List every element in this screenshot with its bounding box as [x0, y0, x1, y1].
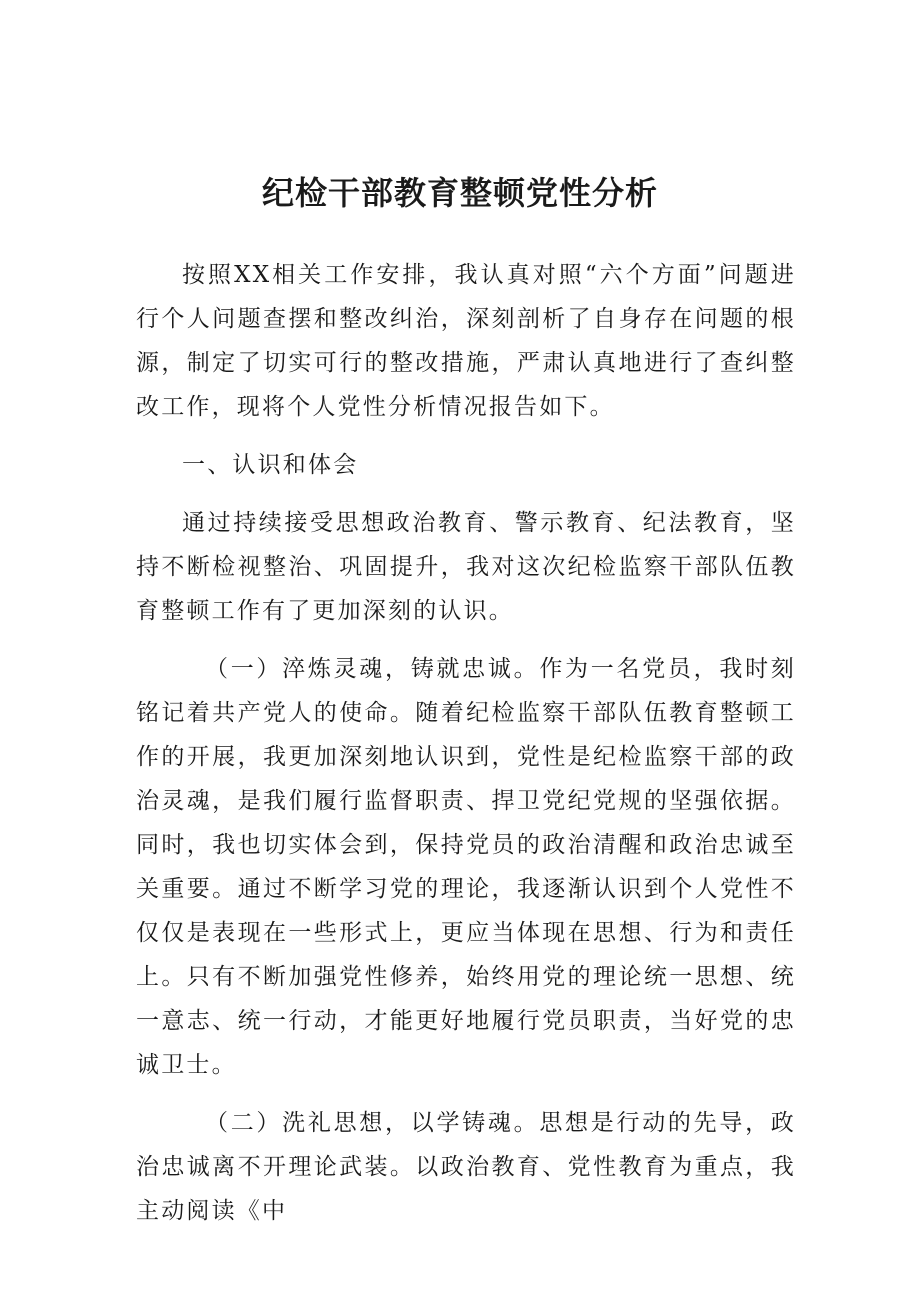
document-body: [136, 253, 796, 1247]
document-title: 纪检干部教育整顿党性分析: [261, 174, 658, 212]
section-heading: 一、认识和体会: [182, 452, 359, 478]
subsection-2-paragraph: （二）洗礼思想，以学铸魂。思想是行动的先导，政治忠诚离不开理论武装。以政治教育、党性教育为重点，我主动阅读《中: [136, 1110, 796, 1224]
intro-paragraph: 按照XX相关工作安排，我认真对照“六个方面”问题进行个人问题查摆和整改纠治，深刻剖析了自身存在问题的根源，制定了切实可行的整改措施，严肃认真地进行了查纠整改工作，现将个人党性分析情况报告如下。: [136, 262, 796, 420]
subsection-1-paragraph: （一）淬炼灵魂，铸就忠诚。作为一名党员，我时刻铭记着共产党人的使命。随着纪检监察干部队伍教育整顿工作的开展，我更加深刻地认识到，党性是纪检监察干部的政治灵魂，是我们履行监督职责、捍卫党纪党规的坚强依据。同时，我也切实体会到，保持党员的政治清醒和政治忠诚至关重要。通过不断学习党的理论，我逐渐认识到个人党性不仅仅是表现在一些形式上，更应当体现在思想、行为和责任上。只有不断加强党性修养，始终用党的理论统一思想、统一意志、统一行动，才能更好地履行党员职责，当好党的忠诚卫士。: [136, 656, 796, 1078]
section-intro-paragraph: 通过持续接受思想政治教育、警示教育、纪法教育，坚持不断检视整治、巩固提升，我对这次纪检监察干部队伍教育整顿工作有了更加深刻的认识。: [136, 510, 796, 624]
